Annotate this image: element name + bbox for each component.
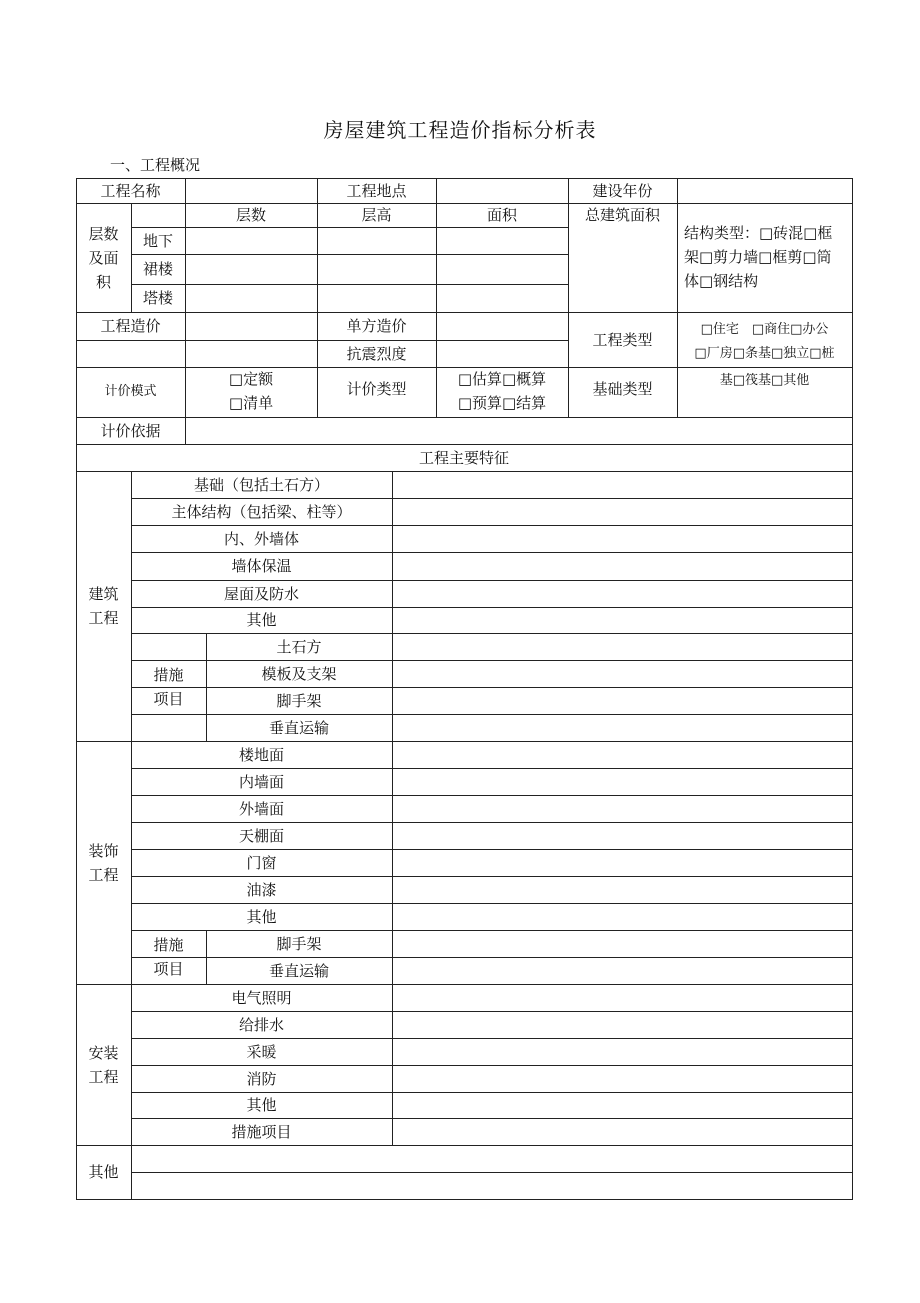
label-project-cost: 工程造价 [100, 317, 161, 335]
grid-line-h [131, 254, 569, 255]
building-measure-item: 模板及支架 [261, 664, 337, 683]
decoration-measure-item: 垂直运输 [268, 961, 329, 980]
project-type-options-line: □厂房□条基□独立□桩 [694, 345, 835, 361]
section-heading: 一、工程概况 [110, 156, 201, 174]
row-label-basement: 地下 [142, 231, 173, 250]
decoration-item: 油漆 [246, 880, 277, 899]
grid-line-h [76, 312, 853, 313]
pricing-type-options-line: □估算□概算 [457, 369, 547, 388]
label-project-location: 工程地点 [346, 181, 407, 200]
col-header-total-area: 总建筑面积 [584, 206, 660, 224]
group-label-installation [76, 984, 131, 1145]
decoration-item: 其他 [246, 907, 277, 926]
group-label-decoration [76, 741, 131, 984]
decoration-measure-item: 脚手架 [276, 934, 322, 953]
decoration-item: 外墙面 [238, 799, 284, 818]
pricing-type-options-line: □预算□结算 [457, 393, 547, 412]
group-label-installation-line: 工程 [88, 1067, 119, 1086]
pricing-mode-options-line: □定额 [228, 369, 274, 388]
row-label-tower: 塔楼 [142, 289, 173, 307]
grid-line-h [131, 284, 569, 285]
building-measures-label-line: 项目 [153, 690, 184, 708]
label-project-name: 工程名称 [100, 181, 161, 200]
page-title: 房屋建筑工程造价指标分析表 [323, 118, 597, 142]
building-item: 基础（包括土石方） [193, 475, 329, 494]
pricing-type-options [436, 362, 568, 419]
installation-item: 其他 [246, 1096, 277, 1114]
decoration-item: 门窗 [246, 853, 277, 872]
building-measure-item: 垂直运输 [268, 718, 329, 737]
decoration-measures-label-line: 措施 [153, 936, 184, 954]
table-top-border [76, 178, 853, 179]
col-header-floors: 层数 [235, 206, 266, 224]
decoration-measures-label [131, 930, 206, 984]
building-measure-item: 脚手架 [276, 691, 322, 710]
group-label-building [76, 471, 131, 741]
label-floors-area [76, 203, 131, 312]
pricing-mode-options-line: □清单 [228, 393, 274, 412]
grid-line-h [76, 1145, 853, 1146]
label-floors-area-line: 层数 [88, 224, 119, 243]
label-floors-area-line: 及面 [88, 248, 119, 267]
label-pricing-type: 计价类型 [346, 380, 407, 398]
label-project-type: 工程类型 [592, 330, 653, 349]
building-measures-label-line: 措施 [153, 666, 184, 684]
project-type-options [677, 316, 852, 367]
table-right-border [852, 178, 853, 1200]
grid-line-v [392, 471, 393, 1146]
table-bottom-border [76, 1199, 853, 1200]
group-label-other: 其他 [88, 1163, 119, 1181]
features-header: 工程主要特征 [418, 448, 509, 467]
label-pricing-basis: 计价依据 [100, 421, 161, 440]
grid-line-h [131, 1172, 853, 1173]
structure-type-options: 结构类型：□砖混□框架□剪力墙□框剪□筒体□钢结构 [684, 224, 833, 290]
building-measures-label [131, 633, 206, 741]
decoration-item: 楼地面 [238, 745, 284, 764]
label-unit-cost: 单方造价 [346, 317, 407, 335]
decoration-item: 内墙面 [238, 772, 284, 791]
installation-item: 消防 [246, 1069, 277, 1088]
building-item: 其他 [246, 611, 277, 629]
label-build-year: 建设年份 [592, 181, 653, 200]
group-label-installation-line: 安装 [88, 1043, 119, 1062]
building-item: 屋面及防水 [223, 584, 299, 603]
label-seismic: 抗震烈度 [346, 344, 407, 363]
building-item: 内、外墙体 [223, 529, 299, 548]
pricing-mode-options [185, 362, 317, 419]
foundation-options: 基□筏基□其他 [719, 372, 810, 388]
decoration-measures-label-line: 项目 [153, 960, 184, 978]
label-foundation-type: 基础类型 [592, 380, 653, 398]
group-label-decoration-line: 装饰 [88, 841, 119, 860]
building-item: 墙体保温 [231, 557, 292, 575]
group-label-building-line: 工程 [88, 609, 119, 627]
row-label-podium: 裙楼 [142, 260, 173, 278]
group-label-building-line: 建筑 [88, 585, 119, 603]
label-floors-area-line: 积 [95, 272, 111, 291]
installation-item: 电气照明 [231, 988, 292, 1007]
installation-item: 给排水 [238, 1015, 284, 1034]
group-label-decoration-line: 工程 [88, 865, 119, 884]
decoration-item: 天棚面 [238, 826, 284, 845]
installation-item: 采暖 [246, 1042, 277, 1061]
col-header-area: 面积 [486, 206, 517, 224]
building-item: 主体结构（包括梁、柱等） [171, 502, 352, 521]
installation-item: 措施项目 [231, 1122, 292, 1141]
grid-line-h [131, 227, 569, 228]
building-measure-item: 土石方 [276, 637, 322, 656]
project-type-options-line: □住宅 □商住□办公 [700, 321, 829, 337]
col-header-height: 层高 [361, 206, 392, 224]
label-pricing-mode: 计价模式 [104, 384, 157, 399]
